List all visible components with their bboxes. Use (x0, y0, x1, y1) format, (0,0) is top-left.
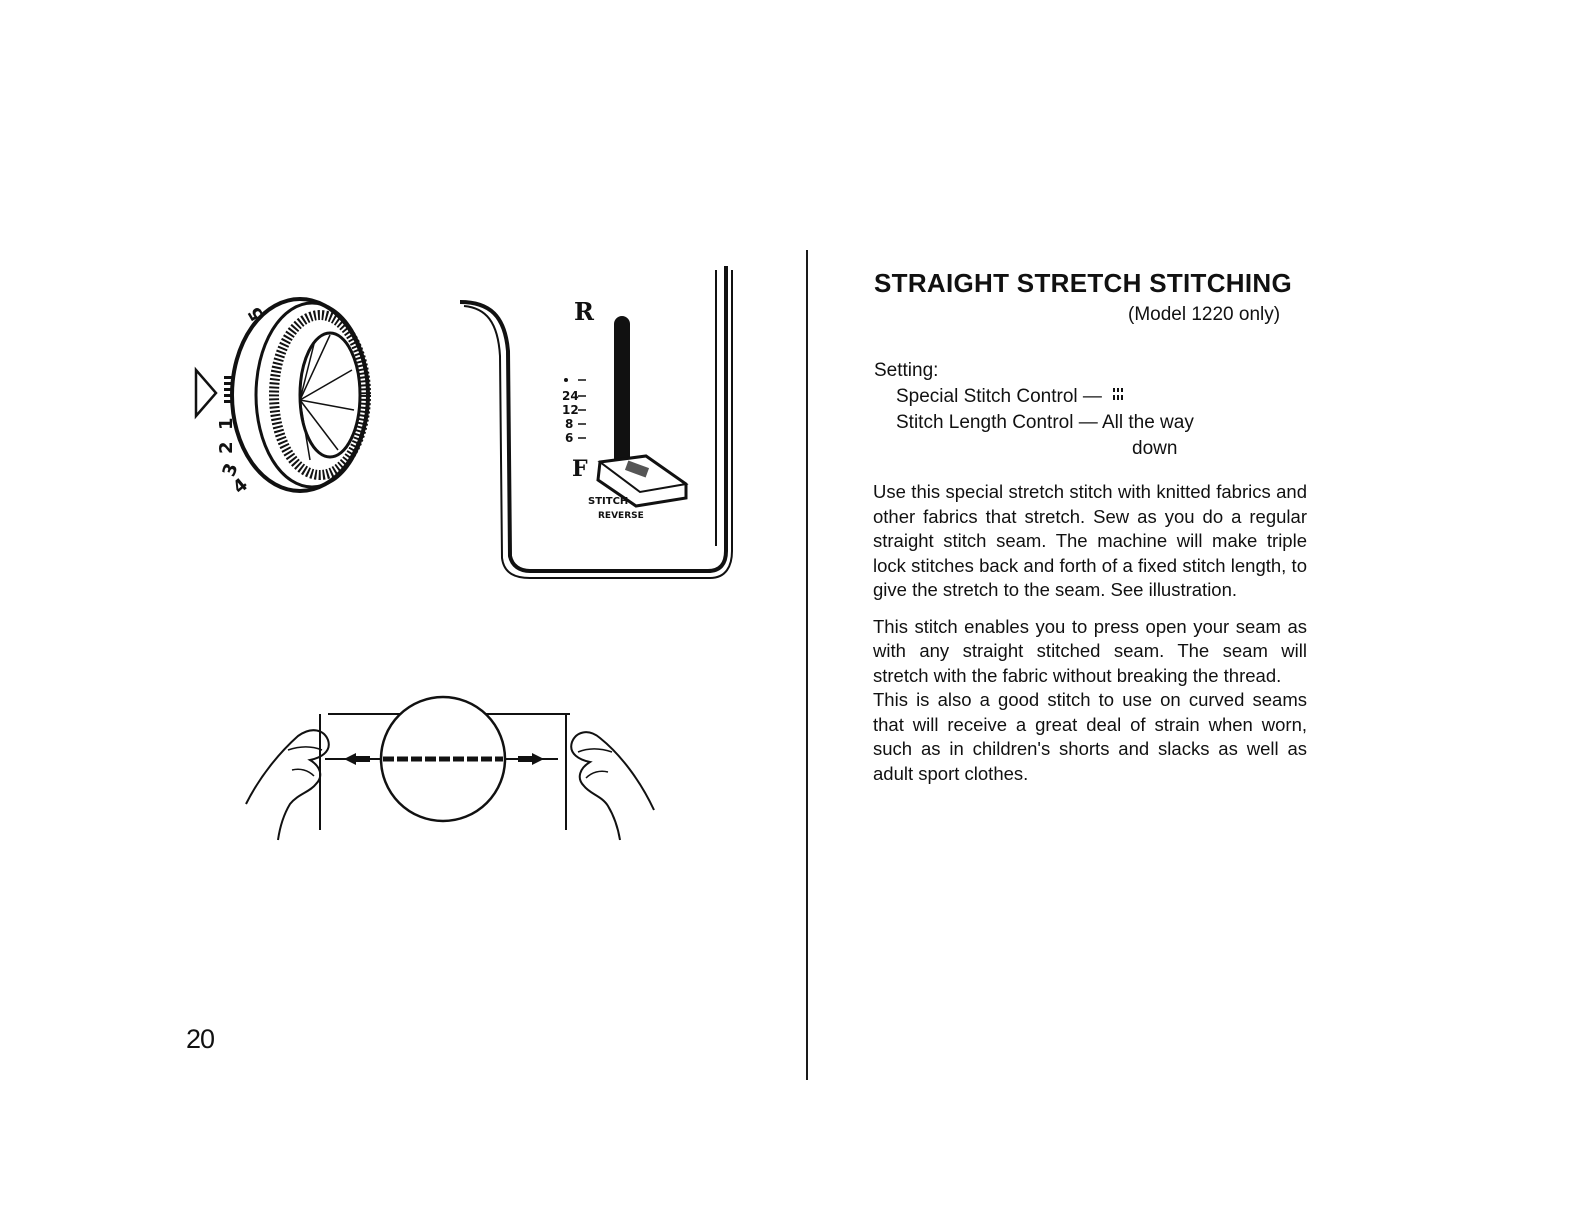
setting-stitch-length: Stitch Length Control — All the way (896, 412, 1194, 433)
model-note: (Model 1220 only) (1128, 304, 1281, 325)
section-title: STRAIGHT STRETCH STITCHING (874, 268, 1293, 298)
lever-label-reverse: REVERSE (598, 511, 644, 521)
setting-heading: Setting: (874, 360, 939, 381)
paragraph-1: Use this special stretch stitch with knitted fabrics and other fabrics that stretch. Sew as you do a regular straight stitch seam. The machine will make triple lock stitches back and forth of a fixed stitch length, to give the stretch to the seam. See illustration. (873, 481, 1307, 600)
scale-8: 8 (565, 417, 574, 431)
setting-special-stitch (874, 384, 1194, 410)
stitch-length-lever-illustration (450, 266, 740, 596)
dial-number-4: 4 (228, 474, 253, 499)
paragraph-2: This stitch enables you to press open your seam as with any straight stitched seam. The seam will stretch with the fabric without breaking the thread. (873, 615, 1307, 686)
page-number: 20 (186, 1024, 215, 1054)
dial-number-5: 5 (244, 302, 269, 325)
dial-number-3: 3 (218, 460, 243, 480)
lever-label-stitch: STITCH (588, 496, 629, 507)
paragraph-3: This is also a good stitch to use on curved seams that will receive a great deal of strain when worn, such as in children's shorts and slacks as well as adult sport clothes. (873, 689, 1307, 784)
settings-list (874, 358, 1194, 462)
scale-6: 6 (565, 431, 574, 445)
scale-24: 24 (562, 389, 579, 403)
triple-stitch-symbol-icon (1113, 384, 1123, 410)
dial-number-2: 2 (216, 441, 237, 454)
body-text (873, 480, 1307, 798)
stretched-seam-illustration (240, 680, 660, 850)
setting-special-stitch-label: Special Stitch Control — (896, 386, 1102, 408)
lever-bottom-letter: F (572, 456, 588, 482)
setting-stitch-length-cont: down (1132, 438, 1178, 459)
stitch-selector-dial-illustration (190, 290, 380, 500)
lever-top-letter: R (574, 297, 594, 326)
scale-12: 12 (562, 403, 579, 417)
page-divider (806, 250, 808, 1080)
dial-number-1: 1 (216, 417, 237, 430)
